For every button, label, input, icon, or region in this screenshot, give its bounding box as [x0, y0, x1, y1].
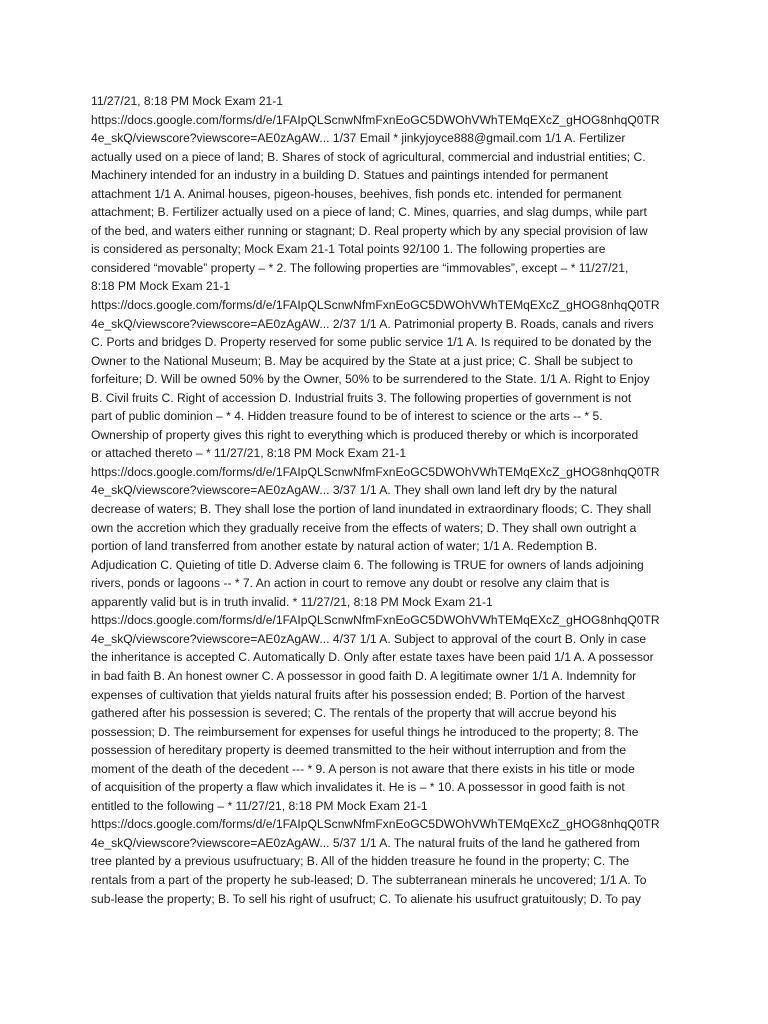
- text-line: forfeiture; D. Will be owned 50% by the Owner, 50% to be surrendered to the State. 1/1 A. Right to Enjoy: [91, 372, 650, 387]
- text-line: part of public dominion – * 4. Hidden treasure found to be of interest to science or the arts -- * 5.: [91, 409, 603, 424]
- text-line: B. Civil fruits C. Right of accession D. Industrial fruits 3. The following properties of government is not: [91, 390, 632, 405]
- text-line: decrease of waters; B. They shall lose the portion of land inundated in extraordinary floods; C. They shall: [91, 502, 652, 517]
- document-text: [91, 92, 679, 908]
- text-line: Machinery intended for an industry in a building D. Statues and paintings intended for permanent: [91, 168, 608, 183]
- text-line: moment of the death of the decedent --- * 9. A person is not aware that there exists in his title or mode: [91, 761, 635, 776]
- text-line: https://docs.google.com/forms/d/e/1FAIpQLScnwNfmFxnEoGC5DWOhVWhTEMqEXcZ_gHOG8nhqQ0TR: [91, 817, 660, 832]
- text-line: considered “movable” property – * 2. The following properties are “immovables”, except – * 11/27/21,: [91, 260, 629, 275]
- text-line: attachment; B. Fertilizer actually used on a piece of land; C. Mines, quarries, and slag dumps, while part: [91, 205, 647, 220]
- text-line: Owner to the National Museum; B. May be acquired by the State at a just price; C. Shall be subject to: [91, 353, 633, 368]
- text-line: https://docs.google.com/forms/d/e/1FAIpQLScnwNfmFxnEoGC5DWOhVWhTEMqEXcZ_gHOG8nhqQ0TR: [91, 298, 660, 313]
- text-line: Adjudication C. Quieting of title D. Adverse claim 6. The following is TRUE for owners of lands adjoining: [91, 557, 644, 572]
- text-line: rentals from a part of the property he sub-leased; D. The subterranean minerals he uncovered; 1/1 A. To: [91, 872, 647, 887]
- text-line: apparently valid but is in truth invalid. * 11/27/21, 8:18 PM Mock Exam 21-1: [91, 594, 493, 609]
- text-line: is considered as personalty; Mock Exam 21-1 Total points 92/100 1. The following properties are: [91, 242, 606, 257]
- text-line: Ownership of property gives this right to everything which is produced thereby or which is incorporated: [91, 427, 639, 442]
- text-line: or attached thereto – * 11/27/21, 8:18 PM Mock Exam 21-1: [91, 446, 407, 461]
- text-line: attachment 1/1 A. Animal houses, pigeon-houses, beehives, fish ponds etc. intended for permanent: [91, 186, 622, 201]
- text-line: expenses of cultivation that yields natural fruits after his possession ended; B. Portion of the harvest: [91, 687, 625, 702]
- text-line: 4e_skQ/viewscore?viewscore=AE0zAgAW... 1/37 Email * jinkyjoyce888@gmail.com 1/1 A. Fertilizer: [91, 131, 626, 146]
- text-line: in bad faith B. An honest owner C. A possessor in good faith D. A legitimate owner 1/1 A. Indemnity for: [91, 668, 637, 683]
- text-line: possession of hereditary property is deemed transmitted to the heir without interruption and from the: [91, 743, 627, 758]
- text-line: own the accretion which they gradually receive from the effects of waters; D. They shall own outright a: [91, 520, 637, 535]
- text-line: entitled to the following – * 11/27/21, 8:18 PM Mock Exam 21-1: [91, 798, 428, 813]
- text-line: 4e_skQ/viewscore?viewscore=AE0zAgAW... 2/37 1/1 A. Patrimonial property B. Roads, canals and rivers: [91, 316, 654, 331]
- text-line: https://docs.google.com/forms/d/e/1FAIpQLScnwNfmFxnEoGC5DWOhVWhTEMqEXcZ_gHOG8nhqQ0TR: [91, 464, 660, 479]
- text-line: C. Ports and bridges D. Property reserved for some public service 1/1 A. Is required to be donated by the: [91, 335, 652, 350]
- text-line: the inheritance is accepted C. Automatically D. Only after estate taxes have been paid 1/1 A. A possessor: [91, 650, 654, 665]
- text-line: 4e_skQ/viewscore?viewscore=AE0zAgAW... 4/37 1/1 A. Subject to approval of the court B. Only in case: [91, 631, 647, 646]
- text-line: tree planted by a previous usufructuary; B. All of the hidden treasure he found in the property; C. The: [91, 854, 630, 869]
- text-line: 11/27/21, 8:18 PM Mock Exam 21-1: [91, 94, 284, 108]
- text-line: 8:18 PM Mock Exam 21-1: [91, 279, 231, 294]
- text-line: actually used on a piece of land; B. Shares of stock of agricultural, commercial and industrial entities; C.: [91, 149, 646, 164]
- text-line: https://docs.google.com/forms/d/e/1FAIpQLScnwNfmFxnEoGC5DWOhVWhTEMqEXcZ_gHOG8nhqQ0TR: [91, 112, 660, 127]
- text-line: 4e_skQ/viewscore?viewscore=AE0zAgAW... 5/37 1/1 A. The natural fruits of the land he gathered from: [91, 835, 640, 850]
- text-line: possession; D. The reimbursement for expenses for useful things he introduced to the property; 8. The: [91, 724, 639, 739]
- text-line: gathered after his possession is severed; C. The rentals of the property that will accrue beyond his: [91, 706, 617, 721]
- text-line: https://docs.google.com/forms/d/e/1FAIpQLScnwNfmFxnEoGC5DWOhVWhTEMqEXcZ_gHOG8nhqQ0TR: [91, 613, 660, 628]
- text-line: of the bed, and waters either running or stagnant; D. Real property which by any special provision of law: [91, 223, 648, 238]
- text-line: portion of land transferred from another estate by natural action of water; 1/1 A. Redemption B.: [91, 539, 598, 554]
- text-line: rivers, ponds or lagoons -- * 7. An action in court to remove any doubt or resolve any claim that is: [91, 576, 610, 591]
- text-line: of acquisition of the property a flaw which invalidates it. He is – * 10. A possessor in good faith is not: [91, 780, 625, 795]
- text-line: 4e_skQ/viewscore?viewscore=AE0zAgAW... 3/37 1/1 A. They shall own land left dry by the natural: [91, 483, 618, 498]
- text-line: sub-lease the property; B. To sell his right of usufruct; C. To alienate his usufruct gratuitously; D. To pay: [91, 891, 641, 906]
